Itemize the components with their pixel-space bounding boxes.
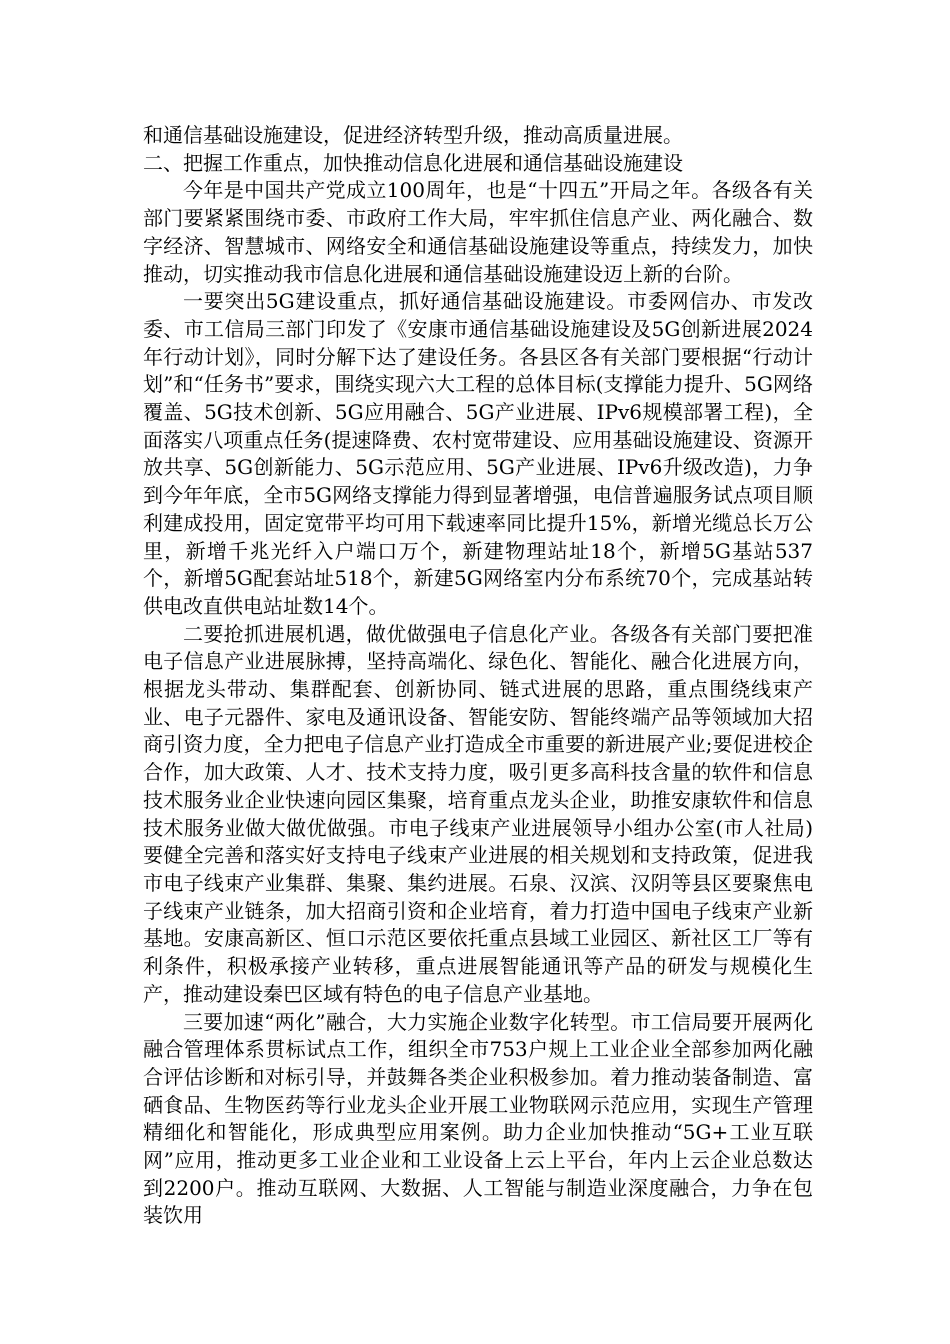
document-page [143,122,813,1230]
paragraph-electronic-industry: 二要抢抓进展机遇，做优做强电子信息化产业。各级各有关部门要把准电子信息产业进展脉搏，坚持高端化、绿色化、智能化、融合化进展方向，根据龙头带动、集群配套、创新协同、链式进展的思路，重点围绕线束产业、电子元器件、家电及通讯设备、智能安防、智能终端产品等领域加大招商引资力度，全力把电子信息产业打造成全市重要的新进展产业;要促进校企合作，加大政策、人才、技术支持力度，吸引更多高科技含量的软件和信息技术服务业企业快速向园区集聚，培育重点龙头企业，助推安康软件和信息技术服务业做大做优做强。市电子线束产业进展领导小组办公室(市人社局)要健全完善和落实好支持电子线束产业进展的相关规划和支持政策，促进我市电子线束产业集群、集聚、集约进展。石泉、汉滨、汉阴等县区要聚焦电子线束产业链条，加大招商引资和企业培育，着力打造中国电子线束产业新基地。安康高新区、恒口示范区要依托重点县域工业园区、新社区工厂等有利条件，积极承接产业转移，重点进展智能通讯等产品的研发与规模化生产，推动建设秦巴区域有特色的电子信息产业基地。 [143,621,813,1006]
continuation-line: 和通信基础设施建设，促进经济转型升级，推动高质量进展。 [143,123,683,147]
section-heading: 二、把握工作重点，加快推动信息化进展和通信基础设施建设 [143,150,683,175]
paragraph-intro: 今年是中国共产党成立100周年，也是“十四五”开局之年。各级各有关部门要紧紧围绕市委、市政府工作大局，牢牢抓住信息产业、两化融合、数字经济、智慧城市、网络安全和通信基础设施建设等重点，持续发力，加快推动，切实推动我市信息化进展和通信基础设施建设迈上新的台阶。 [143,178,813,286]
paragraph-two-integration: 三要加速“两化”融合，大力实施企业数字化转型。市工信局要开展两化融合管理体系贯标试点工作，组织全市753户规上工业企业全部参加两化融合评估诊断和对标引导，并鼓舞各类企业积极参加。着力推动装备制造、富硒食品、生物医药等行业龙头企业开展工业物联网示范应用，实现生产管理精细化和智能化，形成典型应用案例。助力企业加快推动“5G+工业互联网”应用，推动更多工业企业和工业设备上云上平台，年内上云企业总数达到2200户。推动互联网、大数据、人工智能与制造业深度融合，力争在包装饮用 [143,1009,813,1228]
paragraph-5g-infrastructure: 一要突出5G建设重点，抓好通信基础设施建设。市委网信办、市发改委、市工信局三部门印发了《安康市通信基础设施建设及5G创新进展2024年行动计划》，同时分解下达了建设任务。各县区各有关部门要根据“行动计划”和“任务书”要求，围绕实现六大工程的总体目标(支撑能力提升、5G网络覆盖、5G技术创新、5G应用融合、5G产业进展、IPv6规模部署工程)，全面落实八项重点任务(提速降费、农村宽带建设、应用基础设施建设、资源开放共享、5G创新能力、5G示范应用、5G产业进展、IPv6升级改造)，力争到今年年底，全市5G网络支撑能力得到显著增强，电信普遍服务试点项目顺利建成投用，固定宽带平均可用下载速率同比提升15%，新增光缆总长万公里，新增千兆光纤入户端口万个，新建物理站址18个，新增5G基站537个，新增5G配套站址518个，新建5G网络室内分布系统70个，完成基站转供电改直供电站址数14个。 [143,289,813,618]
